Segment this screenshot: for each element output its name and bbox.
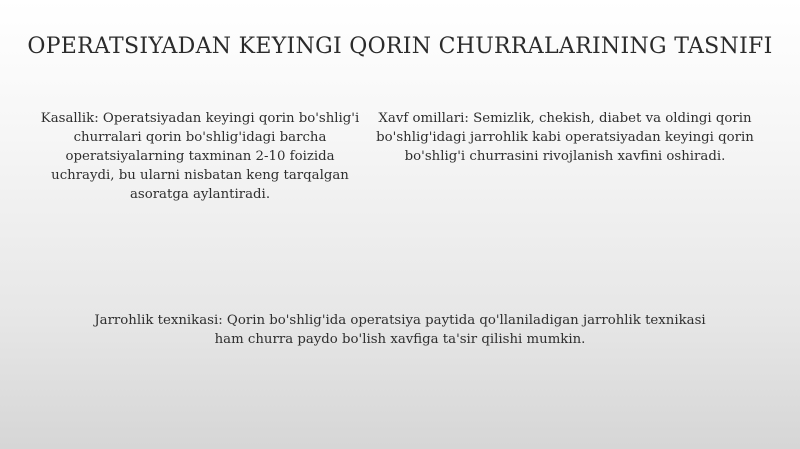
slide-title: OPERATSIYADAN KEYINGI QORIN CHURRALARINING TASNIFI — [27, 34, 773, 59]
risk-factors-text: Xavf omillari: Semizlik, chekish, diabet va oldingi qorin bo'shlig'idagi jarrohlik kabi operatsiyadan keyingi qorin bo'shlig'i churrasini rivojlanish xavfini oshiradi. — [376, 111, 754, 164]
incidence-text: Kasallik: Operatsiyadan keyingi qorin bo'shlig'i churralari qorin bo'shlig'idagi barcha operatsiyalarning taxminan 2-10 foizida uchraydi, bu ularni nisbatan keng tarqalgan asoratga aylantiradi. — [40, 111, 360, 202]
surgical-technique-text: Jarrohlik texnikasi: Qorin bo'shlig'ida operatsiya paytida qo'llaniladigan jarrohlik texnikasi ham churra paydo bo'lish xavfiga ta'sir qilishi mumkin. — [94, 313, 706, 347]
